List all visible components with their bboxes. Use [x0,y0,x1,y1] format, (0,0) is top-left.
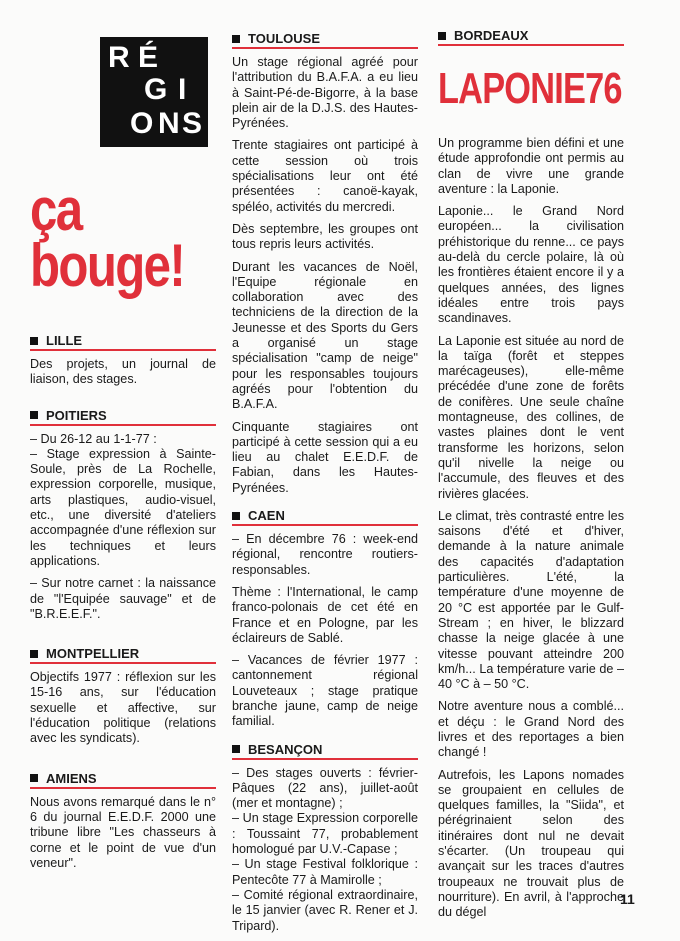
besancon-text-3: – Un stage Festival folklorique : Pentecôte 77 à Mamirolle ; [232,857,418,887]
logo-letter-i: I [178,73,187,106]
headline-line2: bouge! [30,232,185,299]
middle-column [232,31,418,941]
besancon-text-2: – Un stage Expression corporelle : Toussaint 77, probablement homologué par U.V.-Capase ; [232,811,418,857]
page-number: 11 [620,891,635,907]
besancon-text-1: – Des stages ouverts : février-Pâques (22 ans), juillet-août (mer et montagne) ; [232,765,418,811]
logo-letter-o: O [130,107,154,140]
besancon-heading: BESANÇON [232,742,418,760]
poitiers-heading: POITIERS [30,408,216,426]
logo-letter-r: R [108,41,130,74]
toulouse-text-1: Un stage régional agréé pour l'attribution du B.A.F.A. a eu lieu à Saint-Pé-de-Bigorre, à la base plein air de la D.J.S. des Hautes-Pyrénées. [232,55,418,131]
poitiers-text-2: – Stage expression à Sainte-Soule, près de La Rochelle, expression corporelle, musique, arts plastiques, audio-visuel, etc., une diversité d'ateliers accompagnée d'une réflexion sur les techniques et leurs applications. [30,446,216,568]
headline-line1: ça [30,176,82,243]
poitiers-text-1: – Du 26-12 au 1-1-77 : [30,431,157,446]
logo-letter-g: G [144,73,168,106]
bordeaux-text-2: Laponie... le Grand Nord européen... la civilisation préhistorique du renne... ce pays au-delà du cercle polaire, là où les frontières étaient encore il y a quelques années, des lignes idéales entre trois pays scandinaves. [438,204,624,326]
caen-text-3: – Vacances de février 1977 : cantonnement régional Louveteaux ; stage pratique branche jaune, camp de neige familial. [232,653,418,729]
caen-heading: CAEN [232,508,418,526]
logo-letter-s: S [182,107,203,140]
bullet-square-icon [30,774,38,782]
bullet-square-icon [232,512,240,520]
amiens-heading: AMIENS [30,771,216,789]
left-column [30,333,216,878]
poitiers-text-3: – Sur notre carnet : la naissance de "l'Equipée sauvage" et de "B.R.E.E.F.". [30,576,216,621]
regions-logo [100,37,208,147]
bordeaux-heading: BORDEAUX [438,28,624,46]
amiens-text: Nous avons remarqué dans le n° 6 du journal E.E.D.F. 2000 une tribune libre "Les chasseurs à corne et le point de vue d'un veneur". [30,794,216,870]
toulouse-text-5: Cinquante stagiaires ont participé à cette session qui a eu lieu au chalet E.E.D.F. de Fabian, dans les Hautes-Pyrénées. [232,419,418,495]
toulouse-text-4: Durant les vacances de Noël, l'Equipe régionale en collaboration avec des techniciens de la direction de la Jeunesse et des Sports du Gers a organisé un stage spécialisation "camp de neige" pour les responsables toujours agréés pour l'obtention du B.A.F.A. [232,259,418,412]
bordeaux-text-1: Un programme bien défini et une étude approfondie ont permis au clan de vivre une grande aventure : la Laponie. [438,136,624,196]
caen-text-2: Thème : l'International, le camp franco-polonais de cet été en France et en Pologne, par les éclaireurs de Sablé. [232,584,418,645]
besancon-text-4: – Comité régional extraordinaire, le 15 janvier (avec R. Rener et J. Tripard). [232,887,418,933]
lille-heading: LILLE [30,333,216,351]
bordeaux-text-6: Autrefois, les Lapons nomades se groupaient en cellules de quelques familles, la "Siida", et pérégrinaient selon des itinéraires dont nul ne devait s'écarter. (Un troupeau qui avançait sur les traces d'autres troupeaux ne trouvait plus de nourriture). En avril, à l'approche du dégel [438,767,624,920]
toulouse-text-2: Trente stagiaires ont participé à cette session où trois spécialisations leur ont été présentées : canoë-kayak, spéléo, activités du mercredi. [232,138,418,214]
bordeaux-text-4: Le climat, très contrasté entre les saisons d'été et d'hiver, demande à la nature animale des capacités d'adaptation particulières. L'été, la température d'une moyenne de 20 °C est apportée par le Gulf-Stream ; en hiver, le blizzard chasse la neige glacée à une vitesse pouvant atteindre 200 km/h... La température varie de – 40 °C à – 50 °C. [438,508,624,692]
caen-text-1: – En décembre 76 : week-end régional, rencontre routiers-responsables. [232,532,418,577]
logo-letter-n: N [158,107,180,140]
feature-title: LAPONIE76 [438,64,622,113]
headline [30,176,185,299]
bullet-square-icon [438,32,446,40]
montpellier-text: Objectifs 1977 : réflexion sur les 15-16 ans, sur l'éducation sexuelle et affective, sur l'éducation politique (relations avec les syndicats). [30,670,216,746]
bullet-square-icon [232,745,240,753]
toulouse-text-3: Dès septembre, les groupes ont tous repris leurs activités. [232,221,418,252]
bullet-square-icon [30,337,38,345]
bullet-square-icon [30,650,38,658]
bordeaux-text-5: Notre aventure nous a comblé... et déçu : le Grand Nord des livres et des reportages a bien changé ! [438,699,624,760]
logo-letter-e: É [138,41,159,74]
montpellier-heading: MONTPELLIER [30,646,216,664]
bullet-square-icon [30,411,38,419]
right-column [438,28,624,928]
bullet-square-icon [232,35,240,43]
lille-text: Des projets, un journal de liaison, des stages. [30,357,216,387]
bordeaux-text-3: La Laponie est située au nord de la taïga (forêt et steppes marécageuses), elle-même précédée d'une zone de forêts de conifères. Une seule chaîne montagneuse, des collines, de vastes plaines dont le vent transforme les horizons, selon qu'il nivelle la neige ou l'accumule, des fleuves et des rivières glacées. [438,333,624,501]
toulouse-heading: TOULOUSE [232,31,418,49]
